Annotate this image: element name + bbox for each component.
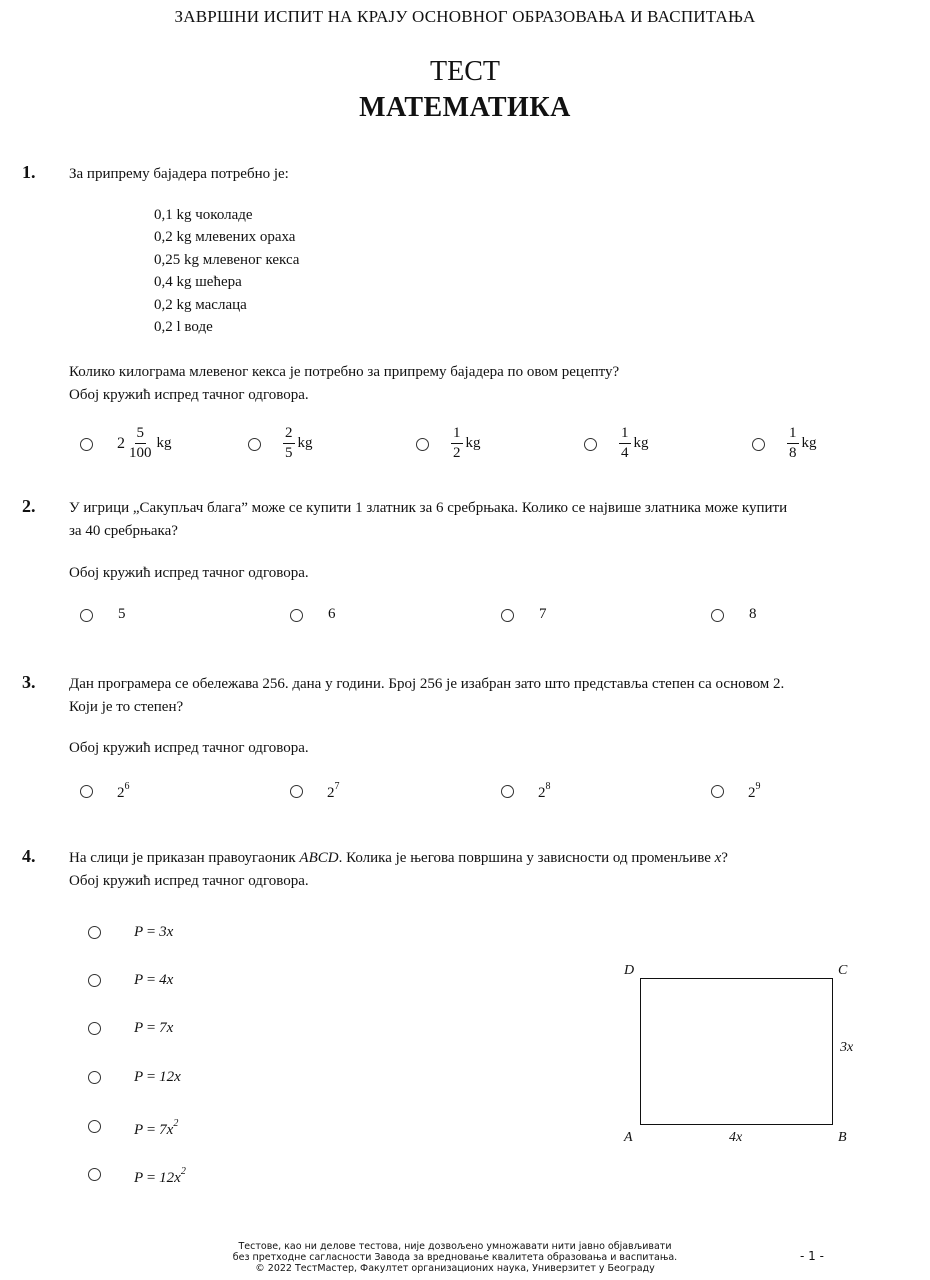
footer-line: без претходне сагласности Завода за вредновање квалитета образовања и васпитања. xyxy=(232,1252,678,1263)
q4-option-2-label xyxy=(134,972,173,989)
unit: kg xyxy=(801,435,817,451)
q2-option-3-radio[interactable] xyxy=(501,609,514,622)
q4-question-text: ? xyxy=(721,850,728,866)
q1-option-5-radio[interactable] xyxy=(752,438,765,451)
q2-question-line1: У игрици „Сакупљач блага” може се купити 1 златник за 6 сребрњака. Колико се највише златника може купити xyxy=(69,500,788,516)
side-ab-label: 4x xyxy=(729,1130,743,1145)
q1-option-3-radio[interactable] xyxy=(416,438,429,451)
formula-lhs: P xyxy=(134,1020,144,1036)
vertex-a-label: A xyxy=(624,1130,633,1145)
q1-option-4-label xyxy=(619,425,649,462)
formula-exponent: 2 xyxy=(173,1118,179,1129)
fraction-numerator: 1 xyxy=(451,425,463,444)
q3-instruction: Обој кружић испред тачног одговора. xyxy=(69,740,309,756)
q2-option-2-label: 6 xyxy=(328,606,336,622)
q4-option-4-radio[interactable] xyxy=(88,1071,101,1084)
power-base: 2 xyxy=(327,785,335,801)
power-base: 2 xyxy=(117,785,125,801)
q1-ingredient-list xyxy=(154,204,299,338)
q4-option-5-label xyxy=(134,1120,178,1139)
q4-option-6-radio[interactable] xyxy=(88,1168,101,1181)
q1-intro: За припрему бајадера потребно је: xyxy=(69,166,289,182)
q1-option-1-radio[interactable] xyxy=(80,438,93,451)
ingredient-item: 0,2 kg маслаца xyxy=(154,296,247,313)
fraction xyxy=(619,425,631,462)
q3-question-line1: Дан програмера се обележава 256. дана у години. Број 256 је изабран зато што представља степен са основом 2. xyxy=(69,676,785,692)
formula-rhs: 12x xyxy=(159,1170,181,1186)
formula-lhs: P xyxy=(134,924,144,940)
footer-line: Тестове, као ни делове тестова, није дозвољено умножавати нити јавно објављивати xyxy=(238,1241,672,1252)
subject-title: МАТЕМАТИКА xyxy=(359,92,571,123)
fraction xyxy=(787,425,799,462)
q1-number: 1. xyxy=(22,162,36,182)
power-exponent: 8 xyxy=(545,781,551,792)
fraction-numerator: 5 xyxy=(135,425,147,444)
formula-exponent: 2 xyxy=(180,1166,186,1177)
q2-option-2-radio[interactable] xyxy=(290,609,303,622)
side-bc-label: 3x xyxy=(840,1040,854,1055)
q1-question: Колико килограма млевеног кекса је потребно за припрему бајадера по овом рецепту? xyxy=(69,364,620,380)
ingredient-item: 0,2 kg млевених ораха xyxy=(154,229,296,246)
q4-question xyxy=(69,847,728,870)
page-number: - 1 - xyxy=(800,1249,824,1263)
q3-option-3-radio[interactable] xyxy=(501,785,514,798)
copyright-footer xyxy=(220,1241,690,1274)
q3-option-3-label xyxy=(538,783,551,802)
formula-lhs: P xyxy=(134,1122,144,1138)
q4-question-text: . Колика је његова површина у зависности од променљиве xyxy=(338,850,715,866)
formula-equals: = xyxy=(143,1122,160,1138)
q4-question-text: На слици је приказан правоугаоник xyxy=(69,850,300,866)
footer-line: © 2022 ТестМастер, Факултет организационих наука, Универзитет у Београду xyxy=(255,1263,655,1274)
q2-option-4-label: 8 xyxy=(749,606,757,622)
formula-rhs: 12x xyxy=(159,1069,181,1085)
q1-option-4-radio[interactable] xyxy=(584,438,597,451)
q4-option-3-radio[interactable] xyxy=(88,1022,101,1035)
power-exponent: 7 xyxy=(334,781,340,792)
q4-number: 4. xyxy=(22,846,36,866)
formula-rhs: 7x xyxy=(159,1020,174,1036)
fraction-denominator: 100 xyxy=(129,445,152,461)
fraction-denominator: 2 xyxy=(453,445,461,461)
fraction-denominator: 4 xyxy=(621,445,629,461)
fraction-numerator: 1 xyxy=(619,425,631,444)
q3-option-4-radio[interactable] xyxy=(711,785,724,798)
q3-option-1-radio[interactable] xyxy=(80,785,93,798)
q3-number: 3. xyxy=(22,672,36,692)
unit: kg xyxy=(633,435,649,451)
vertex-b-label: B xyxy=(838,1130,847,1145)
q4-rectangle-name: ABCD xyxy=(299,850,339,866)
ingredient-item: 0,2 l воде xyxy=(154,319,213,336)
mixed-whole: 2 xyxy=(117,434,125,452)
q4-option-1-radio[interactable] xyxy=(88,926,101,939)
q4-option-2-radio[interactable] xyxy=(88,974,101,987)
fraction-denominator: 5 xyxy=(285,445,293,461)
fraction xyxy=(451,425,463,462)
q4-option-1-label xyxy=(134,924,173,941)
formula-equals: = xyxy=(143,1069,160,1085)
q1-instruction: Обој кружић испред тачног одговора. xyxy=(69,387,309,403)
formula-equals: = xyxy=(143,1020,160,1036)
fraction xyxy=(127,425,154,462)
formula-equals: = xyxy=(143,972,160,988)
q1-option-2-label xyxy=(283,425,313,462)
q1-option-1-label xyxy=(117,425,172,462)
fraction-denominator: 8 xyxy=(789,445,797,461)
q2-option-3-label: 7 xyxy=(539,606,547,622)
q1-option-2-radio[interactable] xyxy=(248,438,261,451)
formula-lhs: P xyxy=(134,972,144,988)
unit: kg xyxy=(297,435,313,451)
ingredient-item: 0,1 kg чоколаде xyxy=(154,207,253,223)
power-exponent: 9 xyxy=(755,781,761,792)
q4-option-6-label xyxy=(134,1168,186,1187)
formula-equals: = xyxy=(143,1170,160,1186)
q3-option-2-label xyxy=(327,783,340,802)
formula-equals: = xyxy=(143,924,160,940)
ingredient-item: 0,4 kg шећера xyxy=(154,274,242,291)
rectangle-abcd-figure xyxy=(640,978,833,1125)
exam-header: ЗАВРШНИ ИСПИТ НА КРАЈУ ОСНОВНОГ ОБРАЗОВАЊА И ВАСПИТАЊА xyxy=(174,7,756,26)
power-exponent: 6 xyxy=(124,781,130,792)
formula-rhs: 3x xyxy=(159,924,174,940)
q2-option-1-radio[interactable] xyxy=(80,609,93,622)
vertex-d-label: D xyxy=(624,963,635,978)
q2-question-line2: за 40 сребрњака? xyxy=(69,523,178,539)
fraction-numerator: 1 xyxy=(787,425,799,444)
formula-rhs: 4x xyxy=(159,972,174,988)
q2-number: 2. xyxy=(22,496,36,516)
q3-option-4-label xyxy=(748,783,761,802)
formula-lhs: P xyxy=(134,1069,144,1085)
test-title: ТЕСТ xyxy=(430,56,500,87)
q1-option-5-label xyxy=(787,425,817,462)
q4-option-5-radio[interactable] xyxy=(88,1120,101,1133)
ingredient-item: 0,25 kg млевеног кекса xyxy=(154,251,300,268)
power-base: 2 xyxy=(748,785,756,801)
power-base: 2 xyxy=(538,785,546,801)
q3-option-1-label xyxy=(117,783,130,802)
q4-option-4-label xyxy=(134,1069,181,1086)
q3-option-2-radio[interactable] xyxy=(290,785,303,798)
q1-option-3-label xyxy=(451,425,481,462)
unit: kg xyxy=(156,435,172,451)
q3-question-line2: Који је то степен? xyxy=(69,699,184,715)
q4-option-3-label xyxy=(134,1020,173,1037)
vertex-c-label: C xyxy=(838,963,848,978)
formula-lhs: P xyxy=(134,1170,144,1186)
q4-variable: x xyxy=(714,850,722,866)
q2-option-1-label: 5 xyxy=(118,606,126,622)
q4-instruction: Обој кружић испред тачног одговора. xyxy=(69,873,309,889)
q2-instruction: Обој кружић испред тачног одговора. xyxy=(69,565,309,581)
fraction xyxy=(283,425,295,462)
formula-rhs: 7x xyxy=(159,1122,174,1138)
unit: kg xyxy=(465,435,481,451)
q2-option-4-radio[interactable] xyxy=(711,609,724,622)
fraction-numerator: 2 xyxy=(283,425,295,444)
